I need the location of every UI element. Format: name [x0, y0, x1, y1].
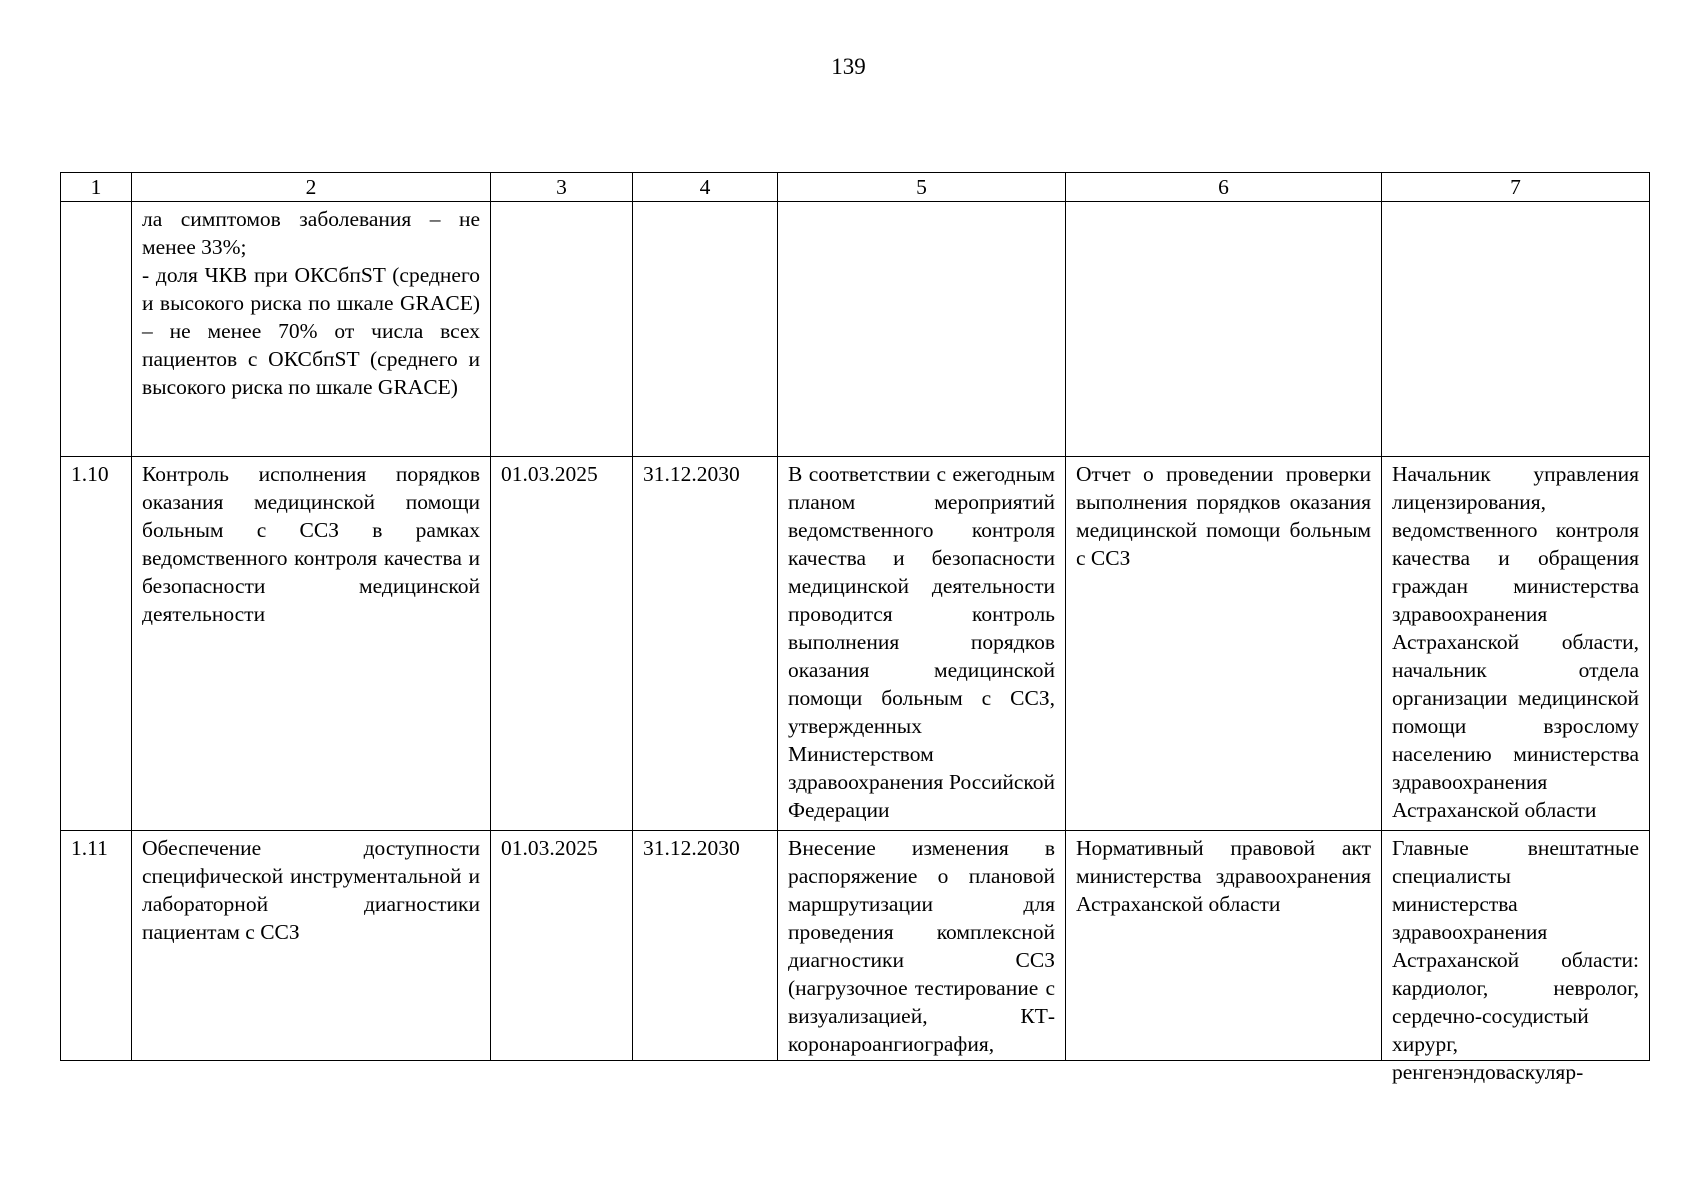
description-text: Внесение изменения в распоряжение о плановой маршрутизации для проведения комплексной диагностики ССЗ (нагрузочное тестирование с визуализацией, КТ-коронароангиография,	[788, 836, 1055, 1056]
result-cell	[1066, 202, 1382, 457]
description-text: В соответствии с ежегодным планом мероприятий ведомственного контроля качества и безопасности медицинской деятельности проводится контроль выполнения порядков оказания медицинской помощи больным с ССЗ, утвержденных Министерством здравоохранения Российской Федерации	[788, 462, 1055, 822]
activity-name-cell	[132, 831, 491, 1061]
column-number: 2	[132, 173, 491, 202]
plan-table	[60, 172, 1650, 1084]
column-number: 6	[1066, 173, 1382, 202]
activity-name-text: ла симптомов заболевания – не менее 33%; - доля ЧКВ при ОКСбпST (среднего и высокого риска по шкале GRACE) – не менее 70% от числа всех пациентов с ОКСбпST (среднего и высокого риска по шкале GRACE)	[142, 207, 480, 399]
responsible-text: Главные внештатные специалисты министерства здравоохранения Астраханской области: кардиолог, невролог, сердечно-сосудистый хирург, ренгенэндоваскуляр-	[1392, 836, 1639, 1084]
activity-name-cell	[132, 457, 491, 831]
responsible-cell	[1382, 202, 1650, 457]
result-text: Отчет о проведении проверки выполнения порядков оказания медицинской помощи больным с ССЗ	[1076, 462, 1371, 570]
table-row	[61, 831, 1650, 1061]
description-cell	[778, 202, 1066, 457]
column-number: 1	[61, 173, 132, 202]
description-cell	[778, 831, 1066, 1061]
result-cell	[1066, 831, 1382, 1061]
row-number-cell	[61, 457, 132, 831]
end-date-cell	[633, 457, 778, 831]
end-date-cell	[633, 202, 778, 457]
result-text: Нормативный правовой акт министерства здравоохранения Астраханской области	[1076, 836, 1371, 916]
description-cell	[778, 457, 1066, 831]
column-number: 4	[633, 173, 778, 202]
end-date-cell	[633, 831, 778, 1061]
responsible-text: Начальник управления лицензирования, ведомственного контроля качества и обращения граждан министерства здравоохранения Астраханской области, начальник отдела организации медицинской помощи взрослому населению министерства здравоохранения Астраханской области	[1392, 462, 1639, 822]
result-cell	[1066, 457, 1382, 831]
row-number: 1.11	[71, 836, 108, 860]
row-number-cell	[61, 202, 132, 457]
column-number: 5	[778, 173, 1066, 202]
column-number-row	[61, 173, 1650, 202]
column-number: 3	[491, 173, 633, 202]
table-row	[61, 457, 1650, 831]
end-date: 31.12.2030	[643, 836, 740, 860]
column-number: 7	[1382, 173, 1650, 202]
table-row-continuation	[61, 202, 1650, 457]
activity-name-text: Обеспечение доступности специфической инструментальной и лабораторной диагностики пациентам с ССЗ	[142, 836, 480, 944]
activity-name-text: Контроль исполнения порядков оказания медицинской помощи больным с ССЗ в рамках ведомственного контроля качества и безопасности медицинской деятельности	[142, 462, 480, 626]
end-date: 31.12.2030	[643, 462, 740, 486]
page-number: 139	[831, 54, 866, 79]
start-date: 01.03.2025	[501, 836, 598, 860]
row-number: 1.10	[71, 462, 109, 486]
start-date-cell	[491, 202, 633, 457]
activity-name-cell	[132, 202, 491, 457]
start-date-cell	[491, 831, 633, 1061]
responsible-cell	[1382, 457, 1650, 831]
start-date: 01.03.2025	[501, 462, 598, 486]
start-date-cell	[491, 457, 633, 831]
responsible-cell	[1382, 831, 1650, 1084]
row-number-cell	[61, 831, 132, 1061]
